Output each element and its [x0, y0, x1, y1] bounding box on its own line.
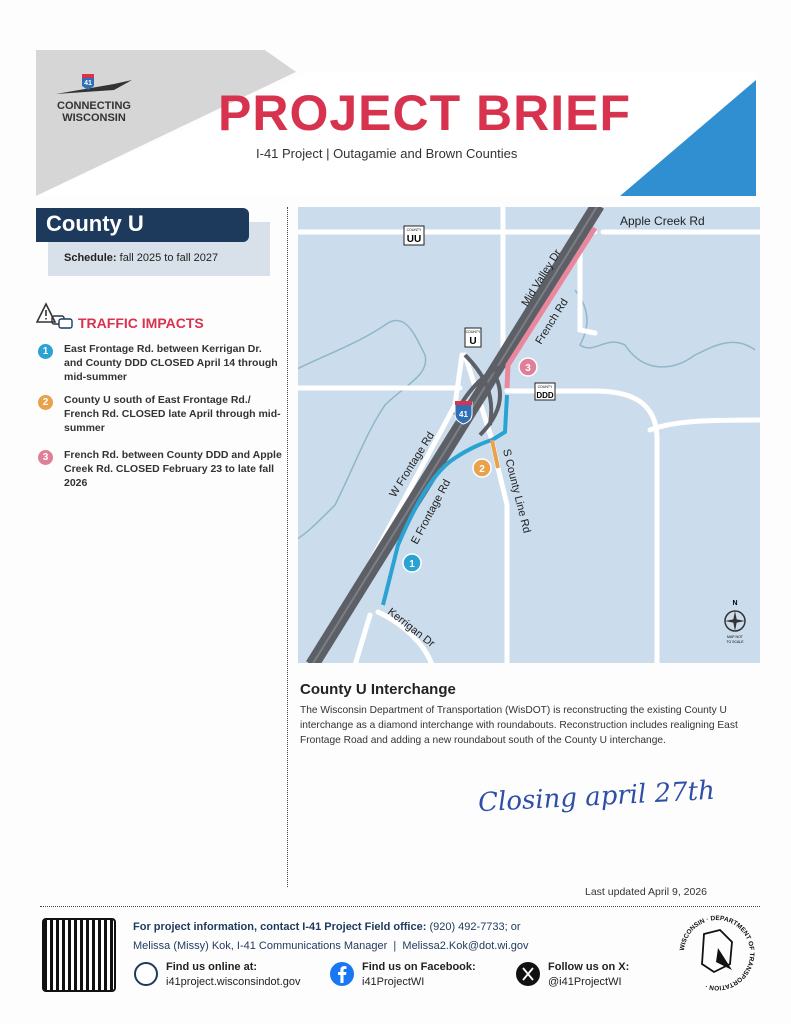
connecting-wisconsin-logo-icon: [54, 70, 134, 100]
website-label: Find us online at:: [166, 961, 258, 973]
traffic-impacts-heading: TRAFFIC IMPACTS: [78, 315, 204, 331]
svg-text:TO SCALE: TO SCALE: [726, 640, 744, 644]
svg-text:COUNTY: COUNTY: [465, 330, 481, 334]
qr-code-icon[interactable]: [42, 918, 116, 992]
svg-text:41: 41: [84, 80, 92, 87]
impact-item: [38, 342, 283, 384]
impact-text: County U south of East Frontage Rd./ French Rd. CLOSED late April through mid-summer: [64, 394, 281, 434]
schedule-value: fall 2025 to fall 2027: [119, 252, 219, 264]
globe-icon: [134, 962, 158, 986]
county-ddd-shield: [535, 383, 555, 400]
x-label: Follow us on X:: [548, 961, 630, 973]
impact-number-badge: 1: [38, 344, 53, 359]
contact-heading: For project information, contact I-41 Project Field office:: [133, 921, 427, 933]
facebook-icon: [330, 962, 354, 986]
svg-text:N: N: [732, 600, 738, 607]
page-title: PROJECT BRIEF: [218, 85, 632, 141]
column-divider: [287, 207, 288, 887]
facebook-label: Find us on Facebook:: [362, 961, 476, 973]
svg-text:41: 41: [459, 410, 468, 419]
schedule-label: Schedule:: [64, 252, 117, 264]
impact-number-badge: 2: [38, 395, 53, 410]
svg-text:WISCONSIN · DEPARTMENT OF TRAN: WISCONSIN · DEPARTMENT OF TRANSPORTATION ·: [678, 914, 756, 992]
french-rd-label: French Rd: [533, 296, 571, 347]
traffic-impacts-list: [38, 342, 283, 490]
interstate-41-shield-icon: [455, 401, 472, 424]
svg-text:MAP NOT: MAP NOT: [727, 635, 743, 639]
impact-text: East Frontage Rd. between Kerrigan Dr. and County DDD CLOSED April 14 through mid-summer: [64, 343, 278, 383]
page-subtitle: I-41 Project | Outagamie and Brown Counties: [256, 146, 518, 161]
impact-number-badge: 3: [38, 450, 53, 465]
contact-line-1: [133, 920, 521, 934]
website-link[interactable]: i41project.wisconsindot.gov: [166, 976, 301, 988]
marker-2-label: 2: [479, 464, 485, 475]
kerrigan-dr-label: Kerrigan Dr: [385, 605, 437, 650]
svg-text:COUNTY: COUNTY: [406, 228, 422, 232]
schedule: [64, 251, 218, 265]
svg-text:U: U: [469, 336, 477, 347]
interchange-description: The Wisconsin Department of Transportation (WisDOT) is reconstructing the existing County U interchange as a diamond interchange with roundabouts. Reconstruction includes realigning East Frontage Road and adding a new roundabout south of the County U interchange.: [300, 705, 738, 746]
last-updated: Last updated April 9, 2026: [585, 886, 708, 898]
county-u-shield: [465, 328, 481, 347]
marker-3-label: 3: [525, 363, 531, 374]
project-name: County U: [46, 211, 144, 236]
impact-item: [38, 393, 283, 435]
impact-item: [38, 448, 283, 490]
x-block: [548, 960, 629, 990]
svg-text:UU: UU: [406, 234, 422, 245]
apple-creek-rd-label: Apple Creek Rd: [620, 214, 705, 228]
contact-manager: Melissa (Missy) Kok, I-41 Communications Manager: [133, 940, 388, 952]
interchange-map: [298, 207, 760, 663]
marker-1-label: 1: [409, 559, 415, 570]
w-frontage-rd-label: W Frontage Rd: [387, 429, 438, 500]
contact-phone: (920) 492-7733; or: [429, 921, 521, 933]
x-link[interactable]: @i41ProjectWI: [548, 976, 622, 988]
contact-email-link[interactable]: Melissa2.Kok@dot.wi.gov: [402, 940, 529, 952]
impact-text: French Rd. between County DDD and Apple Creek Rd. CLOSED February 23 to late fall 2026: [64, 449, 282, 489]
wisdot-seal-logo: [676, 912, 758, 994]
traffic-warning-icon: [36, 302, 74, 330]
svg-text:COUNTY: COUNTY: [537, 385, 553, 389]
footer-divider: [40, 906, 760, 907]
mid-valley-dr-label: Mid Valley Dr: [519, 247, 564, 309]
handwritten-note: Closing april 27th: [477, 775, 716, 819]
x-logo-icon: [516, 962, 540, 986]
svg-text:DDD: DDD: [536, 391, 554, 400]
s-county-line-rd-label: S County Line Rd: [500, 447, 533, 535]
facebook-link[interactable]: i41ProjectWI: [362, 976, 425, 988]
contact-line-2: Melissa (Missy) Kok, I-41 Communications Manager | Melissa2.Kok@dot.wi.gov: [133, 940, 529, 952]
website-block: [166, 960, 301, 990]
e-frontage-rd-label: E Frontage Rd: [409, 477, 454, 547]
county-uu-shield: [404, 226, 424, 245]
logo-text: CONNECTING WISCONSIN: [57, 100, 131, 124]
facebook-block: [362, 960, 476, 990]
interchange-title: County U Interchange: [300, 681, 456, 698]
